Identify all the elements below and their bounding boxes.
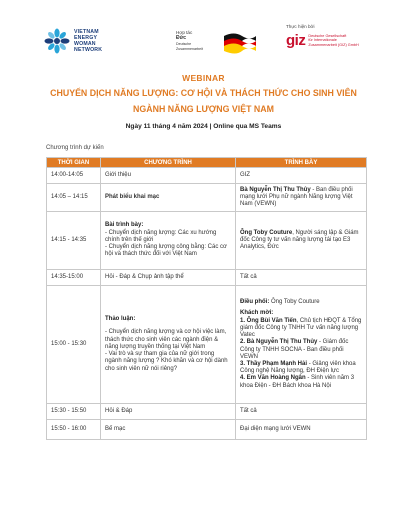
row-program: Giới thiệu: [101, 168, 236, 184]
title-line-2: NGÀNH NĂNG LƯỢNG VIỆT NAM: [133, 104, 274, 114]
vewn-logo: [44, 28, 102, 54]
row-time: 14:35-15:00: [47, 270, 101, 286]
agenda-table: [46, 157, 367, 440]
table-row: [47, 184, 367, 212]
row-time: 14:00-14:05: [47, 168, 101, 184]
row-presenter: Ông Toby Couture, Người sáng lập & Giám đốc Công ty tư vấn năng lượng tái tạo E3 Analytics, Đức: [236, 212, 367, 270]
german-cooperation-logo: [176, 30, 256, 56]
title-line-1: CHUYỂN DỊCH NĂNG LƯỢNG: CƠ HỘI VÀ THÁCH THỨC CHO SINH VIÊN: [50, 88, 357, 98]
row-time: 15:30 - 15:50: [47, 404, 101, 420]
row-presenter: GIZ: [236, 168, 367, 184]
agenda-header-row: [47, 158, 367, 168]
row-presenter: Điều phối: Ông Toby Couture Khách mời: 1. Ông Bùi Văn Tiến, Chủ tịch HĐQT & Tổng giám đốc Công ty TNHH Tư vấn năng lượng Vatec 2. Bà Nguyễn Thị Thu Thủy - Giám đốc Công ty TNHH SOCNA - Ban điều phối VEWN 3. Thầy Phạm Mạnh Hải - Giảng viên khoa Công nghệ Năng lượng, ĐH Điện lực 4. Em Văn Hoàng Ngân - Sinh viên năm 3 khoa Điện - ĐH Bách khoa Hà Nội: [236, 286, 367, 404]
header-time: THỜI GIAN: [47, 158, 101, 168]
event-date-line: Ngày 11 tháng 4 năm 2024 | Online qua MS Teams: [125, 123, 282, 130]
row-program: Hỏi & Đáp: [101, 404, 236, 420]
giz-logo: [286, 24, 366, 49]
header-presenter: TRÌNH BÀY: [236, 158, 367, 168]
logo-bar: [0, 22, 407, 64]
document-heading: [0, 73, 407, 130]
table-row: [47, 168, 367, 184]
webinar-label: WEBINAR: [182, 73, 225, 83]
row-presenter: Tất cả: [236, 270, 367, 286]
table-row: [47, 286, 367, 404]
row-program: Phát biểu khai mạc: [101, 184, 236, 212]
vewn-leaf-icon: [44, 28, 70, 54]
row-presenter: Bà Nguyễn Thị Thu Thủy - Ban điều phối mạng lưới Phụ nữ ngành Năng lượng Việt Nam (VEWN): [236, 184, 367, 212]
german-cooperation-text: Hợp tác Đức Deutsche Zusammenarbeit: [176, 30, 203, 52]
row-program: Hỏi - Đáp & Chụp ảnh tập thể: [101, 270, 236, 286]
row-program: Thảo luận: - Chuyển dịch năng lượng và cơ hội việc làm, thách thức cho sinh viên các ngành điện & năng lượng truyền thống tại Việt Nam - Vai trò và sự tham gia của nữ giới trong ngành năng lượng ? Khó khăn và cơ hội dành cho sinh viên nữ nói riêng?: [101, 286, 236, 404]
row-presenter: Đại diện mạng lưới VEWN: [236, 420, 367, 440]
giz-implemented-by: Thực hiện bởi: [286, 24, 315, 29]
giz-wordmark: giz: [286, 32, 306, 49]
german-flag-icon: [222, 30, 256, 56]
row-presenter: Tất cả: [236, 404, 367, 420]
table-row: [47, 420, 367, 440]
table-row: [47, 404, 367, 420]
table-row: [47, 270, 367, 286]
row-time: 14:15 - 14:35: [47, 212, 101, 270]
giz-full-name: Deutsche Gesellschaft für Internationale Zusammenarbeit (GIZ) GmbH: [308, 33, 359, 47]
row-time: 14:05 – 14:15: [47, 184, 101, 212]
agenda-label: Chương trình dự kiến: [46, 145, 104, 151]
vewn-logo-text: VIETNAM ENERGY WOMAN NETWORK: [74, 29, 103, 53]
row-program: Bế mạc: [101, 420, 236, 440]
row-time: 15:50 - 16:00: [47, 420, 101, 440]
header-program: CHƯƠNG TRÌNH: [101, 158, 236, 168]
row-time: 15:00 - 15:30: [47, 286, 101, 404]
table-row: [47, 212, 367, 270]
row-program: Bài trình bày: - Chuyển dịch năng lượng: Các xu hướng chính trên thế giới - Chuyển dịch năng lượng công bằng: Các cơ hội và thách thức đối với Việt Nam: [101, 212, 236, 270]
